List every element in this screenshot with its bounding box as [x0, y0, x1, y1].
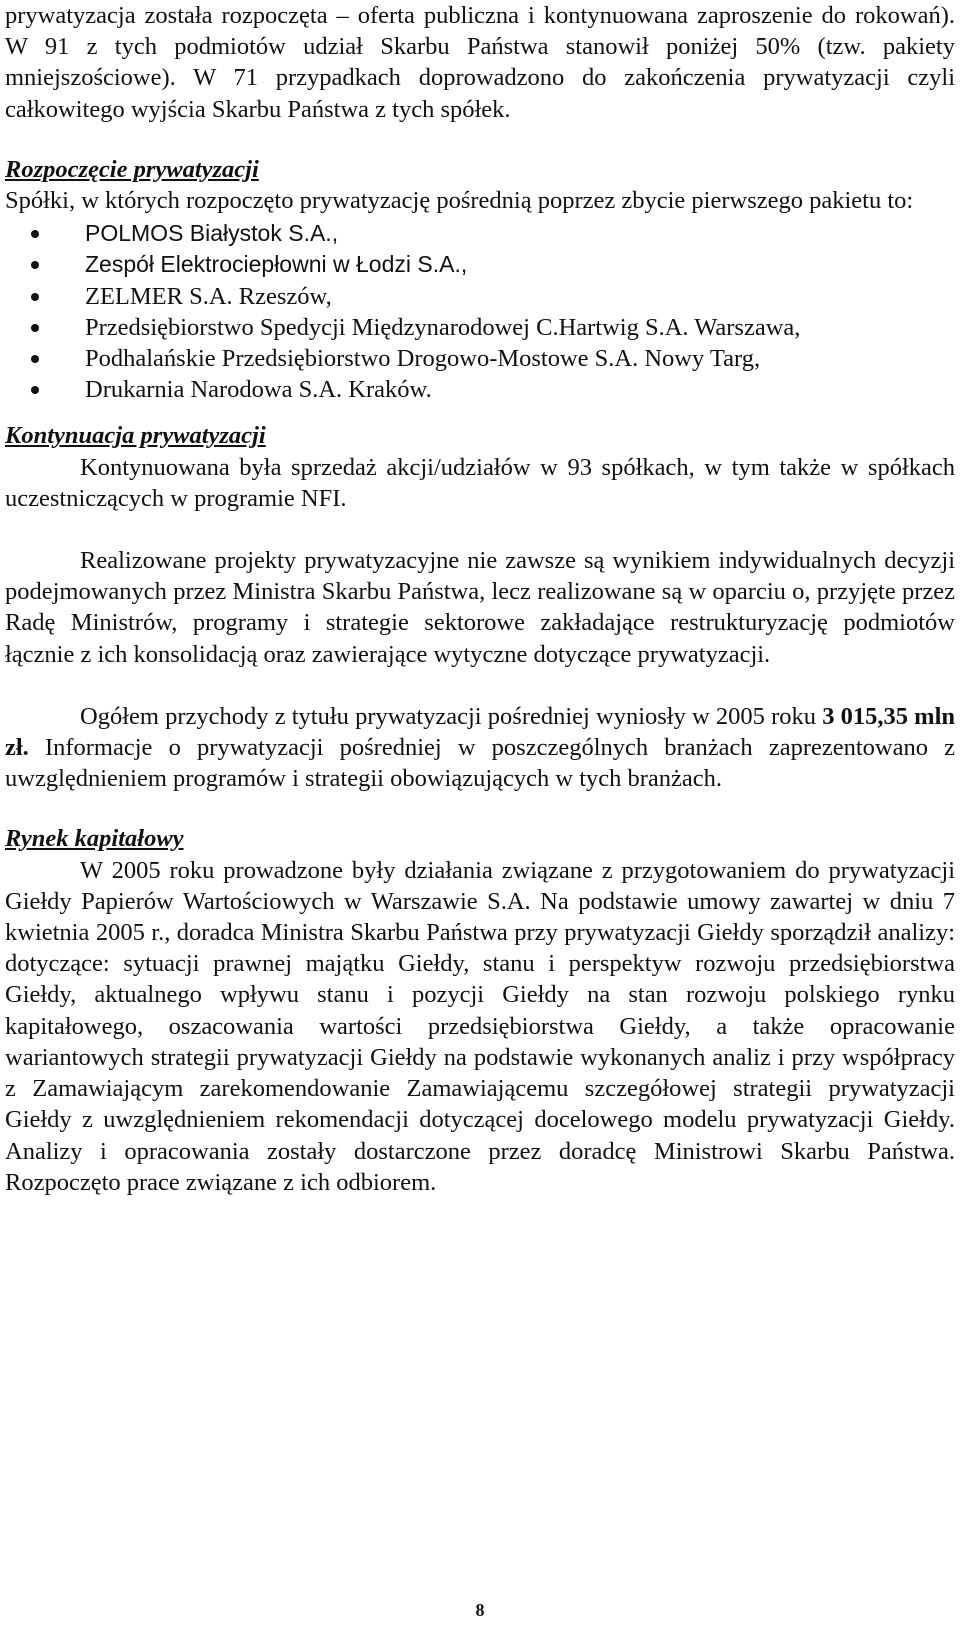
list-item-label: POLMOS Białystok S.A.,: [85, 220, 339, 247]
list-item: [5, 281, 955, 312]
kontynuacja-text: Kontynuowana była sprzedaż akcji/udziałów w 93 spółkach, w tym także w spółkach uczestniczących w programie NFI.: [5, 453, 955, 512]
document-page: [5, 0, 955, 1198]
list-item-label: Zespół Elektrociepłowni w Łodzi S.A.,: [85, 251, 468, 278]
kontynuacja-paragraph-2: Realizowane projekty prywatyzacyjne nie zawsze są wynikiem indywidualnych decyzji podejmowanych przez Ministra Skarbu Państwa, lecz realizowane są w oparciu o, przyjęte przez Radę Ministrów, programy i strategie sektorowe zakładające restrukturyzację podmiotów łącznie z ich konsolidacją oraz zawierające wytyczne dotyczące prywatyzacji.: [5, 547, 955, 668]
list-item: [5, 249, 955, 280]
list-item-label: Przedsiębiorstwo Spedycji Międzynarodowej C.Hartwig S.A. Warszawa,: [85, 313, 801, 341]
page-number: 8: [475, 1600, 485, 1620]
company-list: [5, 218, 955, 405]
list-item: [5, 343, 955, 374]
kontynuacja-paragraph-3: [5, 701, 955, 795]
list-item-label: Drukarnia Narodowa S.A. Kraków.: [85, 376, 432, 404]
intro-paragraph: prywatyzacja została rozpoczęta – oferta publiczna i kontynuowana zaproszenie do rokowań). W 91 z tych podmiotów udział Skarbu Państwa stanowił poniżej 50% (tzw. pakiety mniejszościowe). W 71 przypadkach doprowadzono do zakończenia prywatyzacji czyli całkowitego wyjścia Skarbu Państwa z tych spółek.: [5, 2, 955, 123]
bullet-icon: [31, 355, 39, 363]
revenue-text-before: Ogółem przychody z tytułu prywatyzacji pośredniej wyniosły w 2005 roku: [80, 702, 823, 730]
list-item-label: Podhalańskie Przedsiębiorstwo Drogowo-Mostowe S.A. Nowy Targ,: [85, 345, 761, 373]
section-heading-kontynuacja: Kontynuacja prywatyzacji: [5, 422, 266, 450]
bullet-icon: [31, 386, 39, 394]
bullet-icon: [31, 261, 39, 269]
list-item-label: ZELMER S.A. Rzeszów,: [85, 282, 332, 310]
rynek-paragraph: W 2005 roku prowadzone były działania związane z przygotowaniem do prywatyzacji Giełdy Papierów Wartościowych w Warszawie S.A. Na podstawie umowy zawartej w dniu 7 kwietnia 2005 r., doradca Ministra Skarbu Państwa przy prywatyzacji Giełdy sporządził analizy: dotyczące: sytuacji prawnej majątku Giełdy, stanu i perspektyw rozwoju przedsiębiorstwa Giełdy, aktualnego wpływu stanu i pozycji Giełdy na stan rozwoju polskiego rynku kapitałowego, oszacowania wartości przedsiębiorstwa Giełdy, a także opracowanie wariantowych strategii prywatyzacji Giełdy na podstawie wykonanych analiz i przy współpracy z Zamawiającym zarekomendowanie Zamawiającemu szczegółowej strategii prywatyzacji Giełdy z uwzględnieniem rekomendacji dotyczącej docelowego modelu prywatyzacji Giełdy. Analizy i opracowania zostały dostarczone przez doradcę Ministrowi Skarbu Państwa. Rozpoczęto prace związane z ich odbiorem.: [5, 856, 955, 1196]
section-heading-rozpoczecie: Rozpoczęcie prywatyzacji: [5, 155, 259, 183]
list-item: [5, 374, 955, 405]
section-heading-rynek: Rynek kapitałowy: [5, 825, 184, 853]
bullet-icon: [31, 324, 39, 332]
revenue-text-after: Informacje o prywatyzacji pośredniej w poszczególnych branżach zaprezentowano z uwzględnieniem programów i strategii obowiązujących w tych branżach.: [5, 734, 955, 793]
bullet-icon: [31, 230, 39, 238]
rozpoczecie-text: Spółki, w których rozpoczęto prywatyzację pośrednią poprzez zbycie pierwszego pakietu to:: [5, 187, 914, 215]
bullet-icon: [31, 293, 39, 301]
list-item: [5, 312, 955, 343]
revenue-amount: 3 015,35 mln zł.: [5, 702, 956, 762]
list-item: [5, 218, 955, 249]
